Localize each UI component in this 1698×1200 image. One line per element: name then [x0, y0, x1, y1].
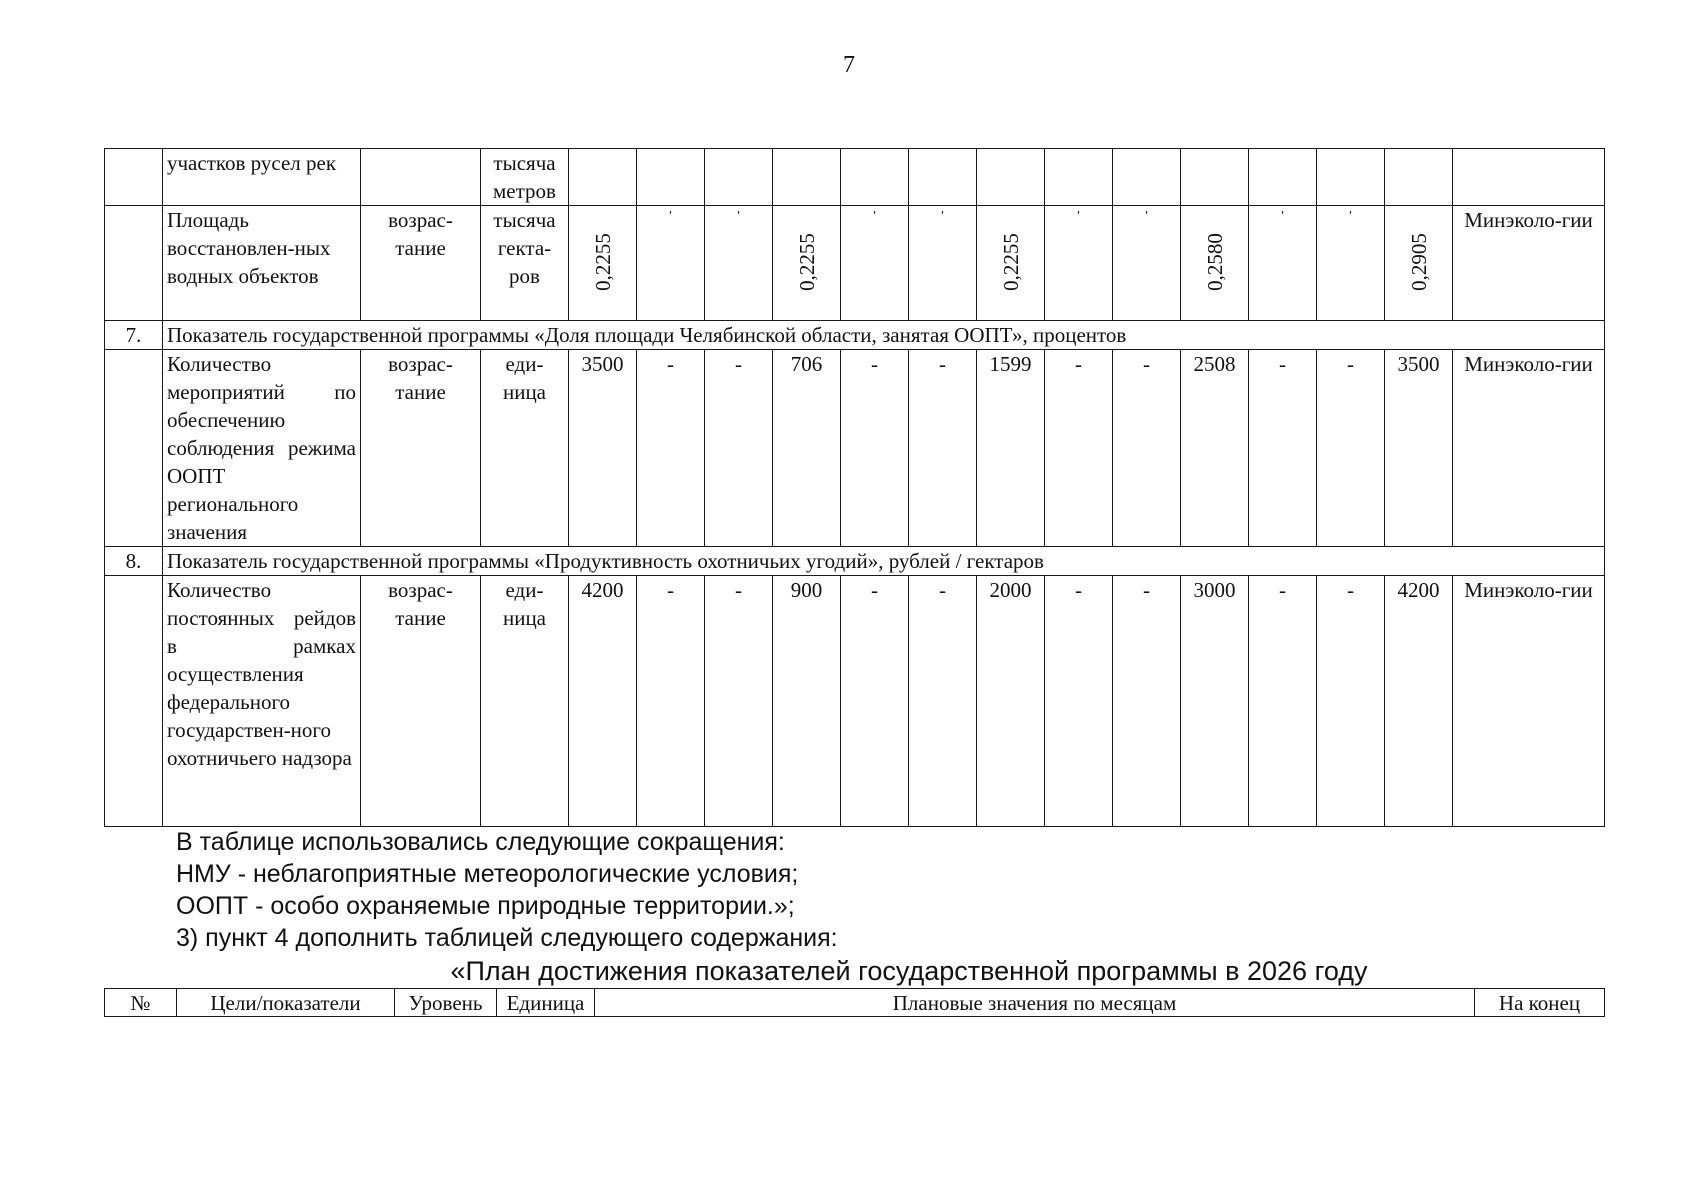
value-cell: - — [637, 350, 705, 547]
value-cell: 3500 — [569, 350, 637, 547]
value-cell: ' — [637, 206, 705, 321]
value-cell: 2000 — [977, 576, 1045, 827]
value-cell: ' — [1045, 206, 1113, 321]
header-level: Уровень — [395, 989, 497, 1017]
unit-cell: еди-ница — [481, 576, 569, 827]
unit-cell: еди-ница — [481, 350, 569, 547]
indicator-name: участков русел рек — [163, 149, 361, 206]
value-cell: 2508 — [1181, 350, 1249, 547]
responsible-cell: Минэколо-гии — [1453, 576, 1605, 827]
value-cell: ' — [1249, 206, 1317, 321]
value-cell: - — [841, 576, 909, 827]
header-unit: Единица — [497, 989, 595, 1017]
plan-table-header — [104, 988, 1605, 1017]
value-cell: - — [705, 350, 773, 547]
abbreviation-notes — [176, 826, 838, 954]
section-title: Показатель государственной программы «Доля площади Челябинской области, занятая ООПТ», процентов — [163, 321, 1605, 350]
value-cell: - — [1045, 350, 1113, 547]
note-line: ООПТ - особо охраняемые природные территории.»; — [176, 892, 795, 920]
value-cell: - — [1249, 350, 1317, 547]
direction-cell: возрас-тание — [361, 576, 481, 827]
value-cell: 4200 — [569, 576, 637, 827]
header-num: № — [105, 989, 177, 1017]
section-title: Показатель государственной программы «Продуктивность охотничьих угодий», рублей / гектаров — [163, 547, 1605, 576]
value-cell: - — [1317, 576, 1385, 827]
note-line: 3) пункт 4 дополнить таблицей следующего содержания: — [176, 924, 838, 952]
indicator-name: Площадь восстановлен-ных водных объектов — [163, 206, 361, 321]
value-cell: ' — [841, 206, 909, 321]
value-cell: 0,2255 — [569, 206, 637, 321]
value-cell: - — [1113, 350, 1181, 547]
value-cell: - — [637, 576, 705, 827]
value-cell: ' — [1317, 206, 1385, 321]
direction-cell: возрас-тание — [361, 206, 481, 321]
value-cell: - — [909, 576, 977, 827]
table-row-7 — [105, 350, 1605, 547]
value-cell: 4200 — [1385, 576, 1453, 827]
header-planned-values: Плановые значения по месяцам — [595, 989, 1475, 1017]
value-cell: 0,2580 — [1181, 206, 1249, 321]
note-line: НМУ - неблагоприятные метеорологические условия; — [176, 860, 799, 888]
value-cell: - — [841, 350, 909, 547]
header-goals: Цели/показатели — [177, 989, 395, 1017]
responsible-cell: Минэколо-гии — [1453, 206, 1605, 321]
value-cell: ' — [909, 206, 977, 321]
value-cell: - — [705, 576, 773, 827]
value-cell: 3500 — [1385, 350, 1453, 547]
value-cell: 0,2905 — [1385, 206, 1453, 321]
unit-cell: тысяча метров — [481, 149, 569, 206]
responsible-cell: Минэколо-гии — [1453, 350, 1605, 547]
value-cell: 1599 — [977, 350, 1045, 547]
value-cell: - — [1113, 576, 1181, 827]
table-row-8 — [105, 576, 1605, 827]
header-end: На конец — [1475, 989, 1605, 1017]
table-row-area — [105, 206, 1605, 321]
value-cell: ' — [1113, 206, 1181, 321]
value-cell: 900 — [773, 576, 841, 827]
indicator-name: Количество мероприятий по обеспечению соблюдения режима ООПТ регионального значения — [163, 350, 361, 547]
unit-cell: тысяча гекта-ров — [481, 206, 569, 321]
note-line: В таблице использовались следующие сокращения: — [176, 828, 785, 856]
section-row-7 — [105, 321, 1605, 350]
indicators-table — [104, 148, 1605, 827]
value-cell: 3000 — [1181, 576, 1249, 827]
page-number: 7 — [843, 52, 855, 78]
value-cell: 0,2255 — [977, 206, 1045, 321]
value-cell: 706 — [773, 350, 841, 547]
section-row-8 — [105, 547, 1605, 576]
value-cell: ' — [705, 206, 773, 321]
direction-cell: возрас-тание — [361, 350, 481, 547]
plan-table-title: «План достижения показателей государственной программы в 2026 году — [450, 956, 1368, 986]
value-cell: - — [1045, 576, 1113, 827]
value-cell: - — [1317, 350, 1385, 547]
value-cell: 0,2255 — [773, 206, 841, 321]
section-number: 7. — [105, 321, 163, 350]
indicator-name: Количество постоянных рейдов в рамках осуществления федерального государствен-ного охотничьего надзора — [163, 576, 361, 827]
value-cell: - — [1249, 576, 1317, 827]
section-number: 8. — [105, 547, 163, 576]
table-row-continuation — [105, 149, 1605, 206]
value-cell: - — [909, 350, 977, 547]
